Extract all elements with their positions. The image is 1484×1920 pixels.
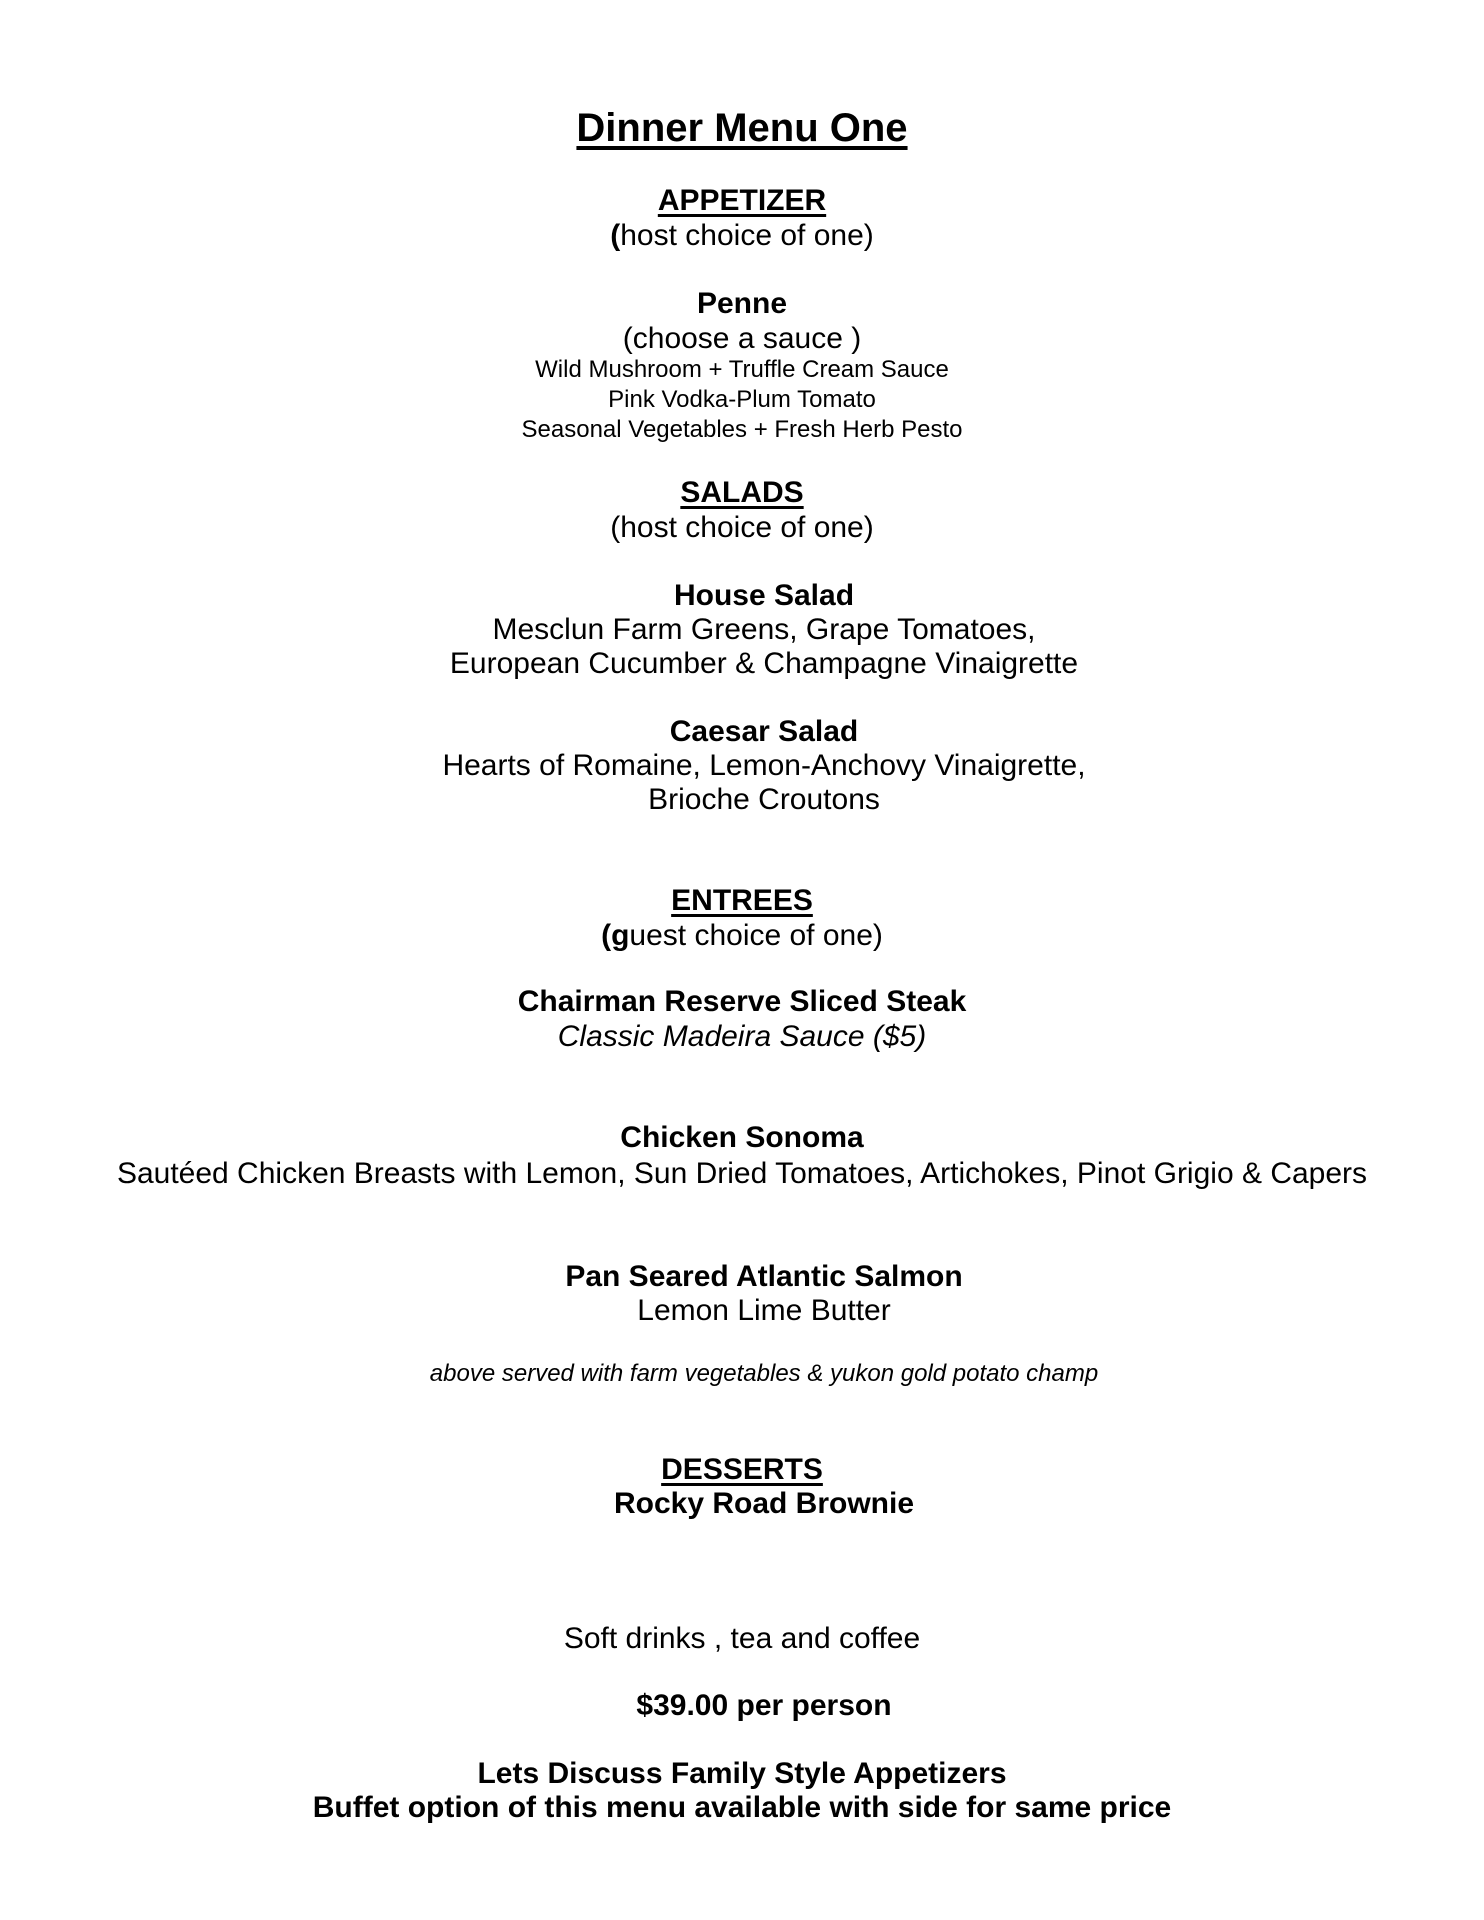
chicken-sonoma-desc: Sautéed Chicken Breasts with Lemon, Sun Dried Tomatoes, Artichokes, Pinot Grigio & Capers [116, 1157, 1368, 1190]
beverages-line: Soft drinks , tea and coffee [563, 1622, 921, 1655]
salads-heading: SALADS [680, 476, 804, 509]
sauce-option: Seasonal Vegetables + Fresh Herb Pesto [521, 416, 963, 443]
steak-desc: Classic Madeira Sauce ($5) [557, 1020, 927, 1053]
entrees-side-note: above served with farm vegetables & yukon gold potato champ [429, 1360, 1099, 1387]
house-salad-desc: European Cucumber & Champagne Vinaigrette [449, 647, 1079, 680]
choice-paren: ( [610, 219, 621, 252]
footer-line: Lets Discuss Family Style Appetizers [477, 1757, 1007, 1790]
house-salad-desc: Mesclun Farm Greens, Grape Tomatoes, [492, 613, 1036, 646]
chicken-sonoma-name: Chicken Sonoma [620, 1121, 864, 1154]
caesar-salad-desc: Brioche Croutons [648, 783, 880, 816]
choice-text: host choice of one) [620, 219, 874, 252]
penne-name: Penne [696, 287, 788, 320]
house-salad-name: House Salad [673, 579, 855, 612]
caesar-salad-name: Caesar Salad [669, 715, 859, 748]
steak-name: Chairman Reserve Sliced Steak [517, 985, 967, 1018]
caesar-salad-desc: Hearts of Romaine, Lemon-Anchovy Vinaigrette, [442, 749, 1086, 782]
appetizer-heading: APPETIZER [657, 184, 827, 217]
menu-title: Dinner Menu One [576, 106, 908, 150]
price-line: $39.00 per person [636, 1689, 892, 1722]
appetizer-choice-note [0, 221, 1484, 251]
salmon-desc: Lemon Lime Butter [637, 1294, 891, 1327]
entrees-choice-note [0, 921, 1484, 951]
dessert-item: Rocky Road Brownie [613, 1487, 915, 1520]
salads-choice-note: (host choice of one) [610, 511, 874, 544]
footer-line: Buffet option of this menu available with side for same price [312, 1791, 1172, 1824]
choice-paren: (g [601, 919, 630, 952]
desserts-heading: DESSERTS [661, 1453, 823, 1486]
sauce-option: Wild Mushroom + Truffle Cream Sauce [535, 356, 949, 383]
salmon-name: Pan Seared Atlantic Salmon [565, 1260, 963, 1293]
penne-sauce-note: (choose a sauce ) [622, 322, 862, 355]
choice-text: uest choice of one) [629, 919, 883, 952]
entrees-heading: ENTREES [671, 884, 813, 917]
sauce-option: Pink Vodka-Plum Tomato [608, 386, 876, 413]
